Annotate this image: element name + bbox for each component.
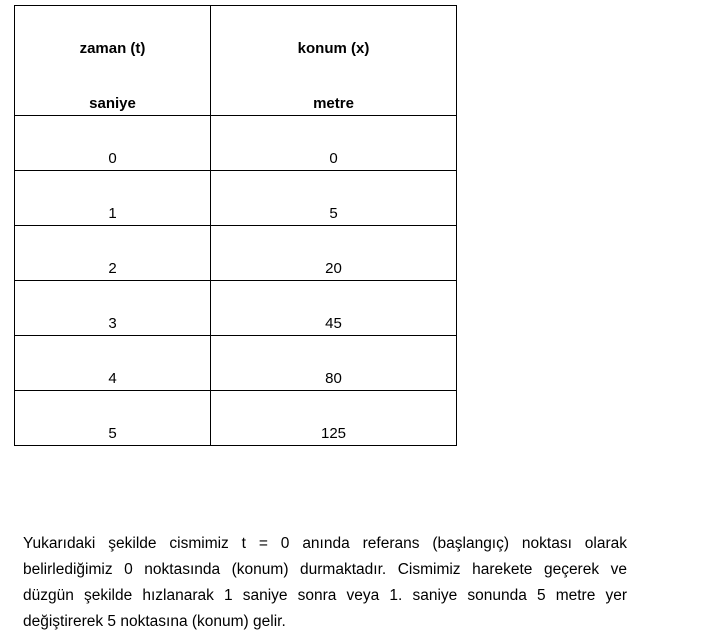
time-value: 1 (108, 205, 117, 222)
table-cell-position (211, 281, 457, 336)
time-value: 4 (108, 370, 117, 387)
time-value: 3 (108, 315, 117, 332)
table-cell-position (211, 226, 457, 281)
header-position-title: konum (x) (297, 40, 370, 57)
time-position-table (14, 5, 457, 446)
explanation-paragraph (23, 531, 627, 635)
table-row (15, 391, 457, 446)
time-value: 2 (108, 260, 117, 277)
header-position-unit: metre (313, 95, 354, 112)
header-time-title: zaman (t) (79, 40, 146, 57)
table-row (15, 226, 457, 281)
table-cell-time (15, 171, 211, 226)
table-cell-position (211, 391, 457, 446)
table-cell-time (15, 116, 211, 171)
table-header-row (15, 6, 457, 116)
position-value: 80 (325, 370, 342, 387)
position-value: 45 (325, 315, 342, 332)
paragraph-line: belirlediğimiz 0 noktasında (konum) durmaktadır. Cismimiz harekete geçerek ve (23, 561, 627, 578)
time-position-table-container (14, 5, 457, 446)
paragraph-line: düzgün şekilde hızlanarak 1 saniye sonra veya 1. saniye sonunda 5 metre yer (23, 587, 627, 604)
paragraph-line: Yukarıdaki şekilde cismimiz t = 0 anında referans (başlangıç) noktası olarak (23, 535, 627, 552)
table-cell-time (15, 226, 211, 281)
table-row (15, 336, 457, 391)
header-cell-position (211, 6, 457, 116)
table-row (15, 116, 457, 171)
position-value: 125 (320, 425, 347, 442)
table-cell-position (211, 171, 457, 226)
table-cell-time (15, 336, 211, 391)
table-row (15, 281, 457, 336)
table-cell-position (211, 336, 457, 391)
header-time-unit: saniye (89, 95, 136, 112)
time-value: 0 (108, 150, 117, 167)
position-value: 0 (329, 150, 338, 167)
header-cell-time (15, 6, 211, 116)
table-cell-position (211, 116, 457, 171)
paragraph-line: değiştirerek 5 noktasına (konum) gelir. (23, 613, 286, 630)
time-value: 5 (108, 425, 117, 442)
table-cell-time (15, 391, 211, 446)
table-cell-time (15, 281, 211, 336)
table-row (15, 171, 457, 226)
position-value: 20 (325, 260, 342, 277)
position-value: 5 (329, 205, 338, 222)
